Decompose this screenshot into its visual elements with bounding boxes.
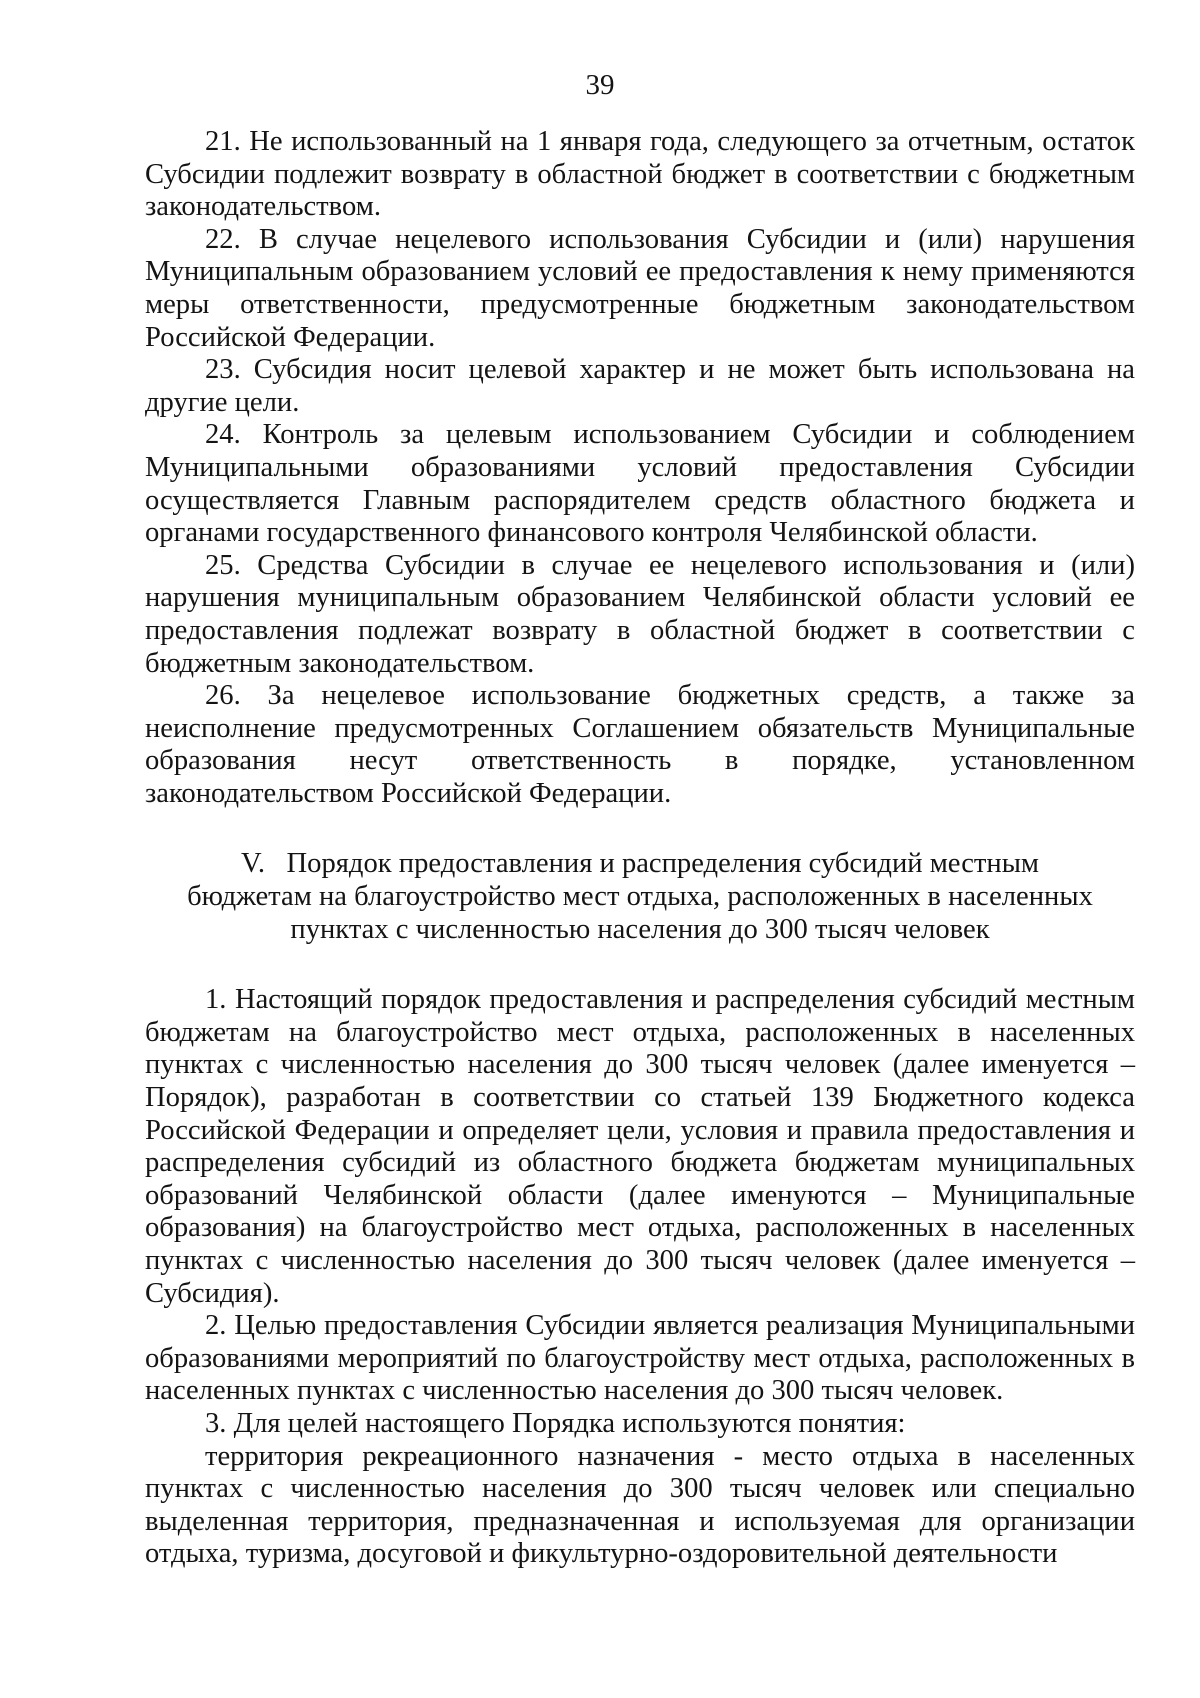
paragraph-23: 23. Субсидия носит целевой характер и не может быть использована на другие цели.: [145, 354, 1135, 418]
page-number: 39: [585, 69, 615, 101]
paragraph-26: 26. За нецелевое использование бюджетных средств, а также за неисполнение предусмотренных Соглашением обязательств Муниципальные образования несут ответственность в порядке, установленном законодательством Российской Федерации.: [145, 680, 1135, 809]
section-heading: [145, 848, 1135, 946]
paragraph-25: 25. Средства Субсидии в случае ее нецелевого использования и (или) нарушения муниципальным образованием Челябинской области условий ее предоставления подлежат возврату в областной бюджет в соответствии с бюджетным законодательством.: [145, 549, 1135, 679]
paragraph-3: 3. Для целей настоящего Порядка используются понятия:: [205, 1407, 906, 1439]
paragraph-definition: территория рекреационного назначения - место отдыха в населенных пунктах с численностью населения до 300 тысяч человек или специально выделенная территория, предназначенная и используемая для организации отдыха, туризма, досуговой и фикультурно-оздоровительной деятельности: [145, 1440, 1135, 1570]
paragraph-2: 2. Целью предоставления Субсидии является реализация Муниципальными образованиями мероприятий по благоустройству мест отдыха, расположенных в населенных пунктах с численностью населения до 300 тысяч человек.: [145, 1310, 1135, 1407]
section-heading-line: бюджетам на благоустройство мест отдыха, расположенных в населенных: [187, 881, 1093, 913]
paragraph-22: 22. В случае нецелевого использования Субсидии и (или) нарушения Муниципальным образованием условий ее предоставления к нему применяются меры ответственности, предусмотренные бюджетным законодательством Российской Федерации.: [145, 223, 1135, 353]
paragraph-24: 24. Контроль за целевым использованием Субсидии и соблюдением Муниципальными образованиями условий предоставления Субсидии осуществляется Главным распорядителем средств областного бюджета и органами государственного финансового контроля Челябинской области.: [145, 419, 1135, 549]
paragraph-21: 21. Не использованный на 1 января года, следующего за отчетным, остаток Субсидии подлежит возврату в областной бюджет в соответствии с бюджетным законодательством.: [145, 126, 1135, 223]
paragraph-1: 1. Настоящий порядок предоставления и распределения субсидий местным бюджетам на благоустройство мест отдыха, расположенных в населенных пунктах с численностью населения до 300 тысяч человек (далее именуется – Порядок), разработан в соответствии со статьей 139 Бюджетного кодекса Российской Федерации и определяет цели, условия и правила предоставления и распределения субсидий из областного бюджета бюджетам муниципальных образований Челябинской области (далее именуются – Муниципальные образования) на благоустройство мест отдыха, расположенных в населенных пунктах с численностью населения до 300 тысяч человек (далее именуется – Субсидия).: [145, 984, 1135, 1309]
document-body: [145, 126, 1135, 1571]
section-heading-line: пунктах с численностью населения до 300 тысяч человек: [290, 913, 990, 945]
section-heading-line: V. Порядок предоставления и распределения субсидий местным: [240, 848, 1040, 880]
